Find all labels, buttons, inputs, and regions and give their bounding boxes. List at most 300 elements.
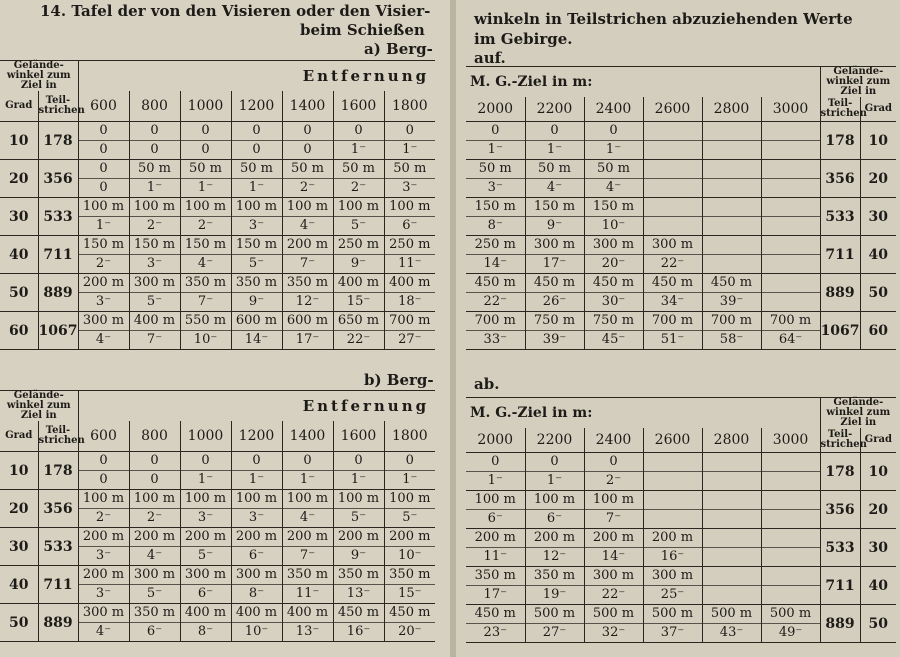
teilstrich-cell: 356 <box>38 160 78 198</box>
mil-value: 17⁻ <box>282 331 333 350</box>
height-value: 100 m <box>466 491 525 510</box>
mil-value <box>643 510 702 529</box>
height-value <box>643 122 702 141</box>
height-value <box>643 198 702 217</box>
height-value: 600 m <box>282 312 333 331</box>
distance-header: 2800 <box>702 428 761 453</box>
mil-value: 6⁻ <box>402 218 418 233</box>
mil-value: 4⁻ <box>78 331 129 350</box>
height-value: 700 m <box>643 312 702 331</box>
mil-value: 3⁻ <box>231 509 282 528</box>
height-value: 450 m <box>584 274 643 293</box>
teilstrich-cell: 533 <box>820 198 860 236</box>
grad-cell: 50 <box>0 274 38 312</box>
teilstrich-cell: 533 <box>38 198 78 236</box>
height-value: 650 m <box>333 312 384 331</box>
height-value: 350 m <box>525 567 584 586</box>
height-value <box>761 198 820 217</box>
mil-value: 2⁻ <box>129 217 180 236</box>
mil-value: 23⁻ <box>466 624 525 643</box>
mil-value: 10⁻ <box>398 548 422 563</box>
height-value: 0 <box>282 452 333 471</box>
mil-value: 15⁻ <box>333 293 384 312</box>
height-value: 0 <box>78 160 129 179</box>
teilstrich-cell: 1067 <box>820 312 860 350</box>
height-value: 200 m <box>584 529 643 548</box>
grad-cell: 60 <box>868 322 889 339</box>
grad-cell: 50 <box>868 284 889 301</box>
mil-value: 6⁻ <box>180 585 231 604</box>
height-value: 0 <box>405 123 414 138</box>
mil-value <box>702 217 761 236</box>
table-row <box>0 274 435 293</box>
mil-value: 4⁻ <box>129 547 180 566</box>
height-value: 700 m <box>389 313 431 328</box>
height-value: 0 <box>584 453 643 472</box>
distance-header: 2400 <box>584 97 643 122</box>
teilstrich-cell: 711 <box>38 566 78 604</box>
mil-value: 2⁻ <box>180 217 231 236</box>
distance-header: 1000 <box>180 421 231 452</box>
distance-header: 3000 <box>772 432 809 448</box>
height-value: 0 <box>180 452 231 471</box>
table-row <box>0 312 435 331</box>
mil-value: 13⁻ <box>333 585 384 604</box>
mil-value <box>761 217 820 236</box>
mil-value: 2⁻ <box>584 472 643 491</box>
range-table <box>0 60 435 350</box>
mil-value: 1⁻ <box>466 472 525 491</box>
height-value: 200 m <box>525 529 584 548</box>
height-value <box>761 160 820 179</box>
mil-value: 14⁻ <box>584 548 643 567</box>
mil-value: 11⁻ <box>466 548 525 567</box>
height-value: 550 m <box>180 312 231 331</box>
height-value: 400 m <box>333 274 384 293</box>
page-title-right-cont: im Gebirge. <box>474 30 573 48</box>
height-value: 250 m <box>466 236 525 255</box>
mil-value: 2⁻ <box>282 179 333 198</box>
mil-value: 27⁻ <box>398 332 422 347</box>
range-table <box>466 66 896 350</box>
grad-cell: 40 <box>868 577 889 594</box>
teilstrich-cell: 889 <box>820 605 860 643</box>
height-value: 450 m <box>702 274 761 293</box>
height-value <box>702 160 761 179</box>
mil-value <box>761 586 820 605</box>
height-value: 50 m <box>393 161 427 176</box>
distance-header: 1600 <box>333 91 384 122</box>
grad-cell: 30 <box>868 539 889 556</box>
height-value: 450 m <box>389 605 431 620</box>
height-value <box>761 567 820 586</box>
mil-value: 3⁻ <box>129 255 180 274</box>
mil-value: 4⁻ <box>180 255 231 274</box>
mil-value: 6⁻ <box>525 510 584 529</box>
mil-value: 22⁻ <box>584 586 643 605</box>
height-value: 100 m <box>525 491 584 510</box>
mil-value: 4⁻ <box>525 179 584 198</box>
height-value: 750 m <box>584 312 643 331</box>
mil-value: 0 <box>129 141 180 160</box>
teilstrich-cell: 889 <box>38 604 78 642</box>
height-value: 500 m <box>584 605 643 624</box>
height-value: 400 m <box>389 275 431 290</box>
height-value: 400 m <box>129 312 180 331</box>
height-value: 0 <box>129 452 180 471</box>
mil-value: 1⁻ <box>402 472 418 487</box>
header-entfernung: Entfernung <box>302 67 430 85</box>
mil-value: 7⁻ <box>282 547 333 566</box>
table-row <box>0 160 435 179</box>
grad-cell: 50 <box>868 615 889 632</box>
height-value: 100 m <box>78 198 129 217</box>
distance-header: 2800 <box>702 97 761 122</box>
table-row <box>466 236 896 255</box>
grad-cell: 40 <box>0 236 38 274</box>
mil-value: 45⁻ <box>584 331 643 350</box>
height-value: 200 m <box>78 528 129 547</box>
mil-value <box>643 472 702 491</box>
header-grad: Grad <box>0 421 38 452</box>
distance-header: 600 <box>78 421 129 452</box>
mil-value <box>702 255 761 274</box>
mil-value <box>702 548 761 567</box>
mil-value: 8⁻ <box>466 217 525 236</box>
mil-value: 17⁻ <box>466 586 525 605</box>
height-value: 300 m <box>643 567 702 586</box>
teilstrich-cell: 711 <box>820 567 860 605</box>
page-title-left: 14. Tafel der von den Visieren oder den Visier- <box>40 2 431 20</box>
height-value: 450 m <box>643 274 702 293</box>
height-value <box>643 160 702 179</box>
height-value: 400 m <box>282 604 333 623</box>
section-auf-label: auf. <box>474 49 506 67</box>
distance-header: 800 <box>129 91 180 122</box>
mil-value: 37⁻ <box>643 624 702 643</box>
mil-value: 2⁻ <box>333 179 384 198</box>
mil-value: 7⁻ <box>584 510 643 529</box>
mil-value: 16⁻ <box>643 548 702 567</box>
height-value: 450 m <box>466 274 525 293</box>
height-value <box>702 453 761 472</box>
distance-header: 2200 <box>525 428 584 453</box>
teilstrich-cell: 889 <box>820 274 860 312</box>
height-value: 750 m <box>525 312 584 331</box>
height-value: 300 m <box>584 567 643 586</box>
height-value: 150 m <box>466 198 525 217</box>
height-value: 300 m <box>129 274 180 293</box>
table-row <box>0 566 435 585</box>
table-row <box>466 274 896 293</box>
height-value: 50 m <box>466 160 525 179</box>
page-title-right: winkeln in Teilstrichen abzuziehenden Werte <box>474 10 853 28</box>
height-value <box>761 453 820 472</box>
height-value: 300 m <box>525 236 584 255</box>
mil-value <box>643 141 702 160</box>
height-value: 100 m <box>231 490 282 509</box>
height-value: 100 m <box>282 490 333 509</box>
mil-value <box>761 293 820 312</box>
height-value <box>702 529 761 548</box>
height-value <box>761 529 820 548</box>
mil-value: 3⁻ <box>78 293 129 312</box>
mil-value: 18⁻ <box>398 294 422 309</box>
mil-value <box>702 141 761 160</box>
table-row <box>466 122 896 141</box>
mil-value: 8⁻ <box>231 585 282 604</box>
height-value: 250 m <box>333 236 384 255</box>
mil-value: 2⁻ <box>78 255 129 274</box>
header-teilstrichen: Teil-strichen <box>820 97 860 122</box>
height-value: 150 m <box>231 236 282 255</box>
mil-value: 26⁻ <box>525 293 584 312</box>
mil-value: 14⁻ <box>231 331 282 350</box>
height-value: 200 m <box>466 529 525 548</box>
distance-header: 800 <box>129 421 180 452</box>
mil-value: 13⁻ <box>282 623 333 642</box>
teilstrich-cell: 356 <box>820 160 860 198</box>
teilstrich-cell: 889 <box>38 274 78 312</box>
mil-value: 4⁻ <box>282 217 333 236</box>
table-row <box>466 312 896 331</box>
mil-value <box>702 586 761 605</box>
mil-value: 1⁻ <box>402 142 418 157</box>
grad-cell: 40 <box>868 246 889 263</box>
height-value: 350 m <box>389 567 431 582</box>
teilstrich-cell: 711 <box>820 236 860 274</box>
mil-value: 4⁻ <box>78 623 129 642</box>
height-value: 100 m <box>282 198 333 217</box>
distance-header: 1400 <box>282 91 333 122</box>
height-value: 400 m <box>180 604 231 623</box>
height-value: 50 m <box>231 160 282 179</box>
height-value: 250 m <box>389 237 431 252</box>
mil-value: 49⁻ <box>778 625 803 640</box>
section-ab-label: ab. <box>474 375 500 393</box>
header-teilstrichen: Teil-strichen <box>820 428 860 453</box>
header-teilstrichen: Teil-strichen <box>38 421 78 452</box>
distance-header: 1200 <box>231 421 282 452</box>
height-value: 500 m <box>702 605 761 624</box>
teilstrich-cell: 533 <box>820 529 860 567</box>
mil-value <box>761 141 820 160</box>
height-value: 200 m <box>333 528 384 547</box>
mil-value: 4⁻ <box>282 509 333 528</box>
height-value: 150 m <box>129 236 180 255</box>
height-value: 350 m <box>129 604 180 623</box>
height-value: 300 m <box>78 604 129 623</box>
table-row <box>466 491 896 510</box>
header-mg-ziel: M. G.-Ziel in m: <box>470 74 593 90</box>
height-value: 100 m <box>389 491 431 506</box>
mil-value: 5⁻ <box>231 255 282 274</box>
header-grad: Grad <box>0 91 38 122</box>
table-row <box>466 453 896 472</box>
distance-header: 2000 <box>466 97 525 122</box>
height-value: 150 m <box>525 198 584 217</box>
height-value: 100 m <box>129 490 180 509</box>
height-value: 0 <box>584 122 643 141</box>
grad-cell: 10 <box>868 132 889 149</box>
mil-value: 22⁻ <box>466 293 525 312</box>
mil-value: 4⁻ <box>584 179 643 198</box>
right-page <box>456 0 900 657</box>
section-a-label: a) Berg- <box>364 40 433 58</box>
mil-value: 14⁻ <box>466 255 525 274</box>
height-value: 350 m <box>282 566 333 585</box>
mil-value: 6⁻ <box>231 547 282 566</box>
mil-value: 20⁻ <box>398 624 422 639</box>
height-value <box>761 491 820 510</box>
mil-value: 3⁻ <box>78 547 129 566</box>
height-value: 350 m <box>282 274 333 293</box>
height-value: 0 <box>466 453 525 472</box>
mil-value: 12⁻ <box>525 548 584 567</box>
mil-value: 10⁻ <box>231 623 282 642</box>
table-row <box>466 198 896 217</box>
mil-value: 1⁻ <box>525 141 584 160</box>
mil-value: 0 <box>78 141 129 160</box>
grad-cell: 20 <box>868 170 889 187</box>
height-value <box>761 122 820 141</box>
height-value: 100 m <box>231 198 282 217</box>
mil-value: 1⁻ <box>584 141 643 160</box>
grad-cell: 30 <box>0 198 38 236</box>
mil-value: 0 <box>231 141 282 160</box>
mil-value <box>702 179 761 198</box>
height-value: 150 m <box>584 198 643 217</box>
table-left-a <box>0 60 435 350</box>
table-row <box>466 605 896 624</box>
height-value: 0 <box>282 122 333 141</box>
mil-value <box>761 179 820 198</box>
distance-header: 2400 <box>584 428 643 453</box>
mil-value <box>761 548 820 567</box>
distance-header: 2600 <box>643 428 702 453</box>
page-title-left-cont: beim Schießen <box>300 21 425 39</box>
mil-value: 0 <box>78 179 129 198</box>
mil-value <box>761 472 820 491</box>
mil-value: 22⁻ <box>333 331 384 350</box>
mil-value: 3⁻ <box>466 179 525 198</box>
range-table <box>466 397 896 643</box>
mil-value: 5⁻ <box>333 509 384 528</box>
header-entfernung: Entfernung <box>302 397 430 415</box>
height-value: 700 m <box>702 312 761 331</box>
height-value <box>643 453 702 472</box>
height-value: 200 m <box>231 528 282 547</box>
height-value: 500 m <box>643 605 702 624</box>
height-value: 700 m <box>466 312 525 331</box>
distance-header: 2000 <box>466 428 525 453</box>
mil-value: 17⁻ <box>525 255 584 274</box>
header-gelaende: Gelände-winkel zum Ziel in <box>820 398 896 429</box>
height-value: 0 <box>180 122 231 141</box>
teilstrich-cell: 178 <box>820 122 860 160</box>
height-value <box>702 567 761 586</box>
grad-cell: 10 <box>0 452 38 490</box>
mil-value <box>643 179 702 198</box>
height-value: 350 m <box>231 274 282 293</box>
height-value: 0 <box>78 452 129 471</box>
height-value: 50 m <box>584 160 643 179</box>
mil-value: 11⁻ <box>398 256 422 271</box>
mil-value: 1⁻ <box>333 141 384 160</box>
teilstrich-cell: 711 <box>38 236 78 274</box>
mil-value <box>702 472 761 491</box>
height-value: 200 m <box>389 529 431 544</box>
grad-cell: 20 <box>868 501 889 518</box>
mil-value: 27⁻ <box>525 624 584 643</box>
height-value: 50 m <box>525 160 584 179</box>
height-value: 200 m <box>129 528 180 547</box>
mil-value: 3⁻ <box>402 180 418 195</box>
height-value: 300 m <box>231 566 282 585</box>
mil-value: 15⁻ <box>398 586 422 601</box>
mil-value: 11⁻ <box>282 585 333 604</box>
mil-value: 3⁻ <box>78 585 129 604</box>
mil-value: 30⁻ <box>584 293 643 312</box>
height-value: 0 <box>333 122 384 141</box>
grad-cell: 40 <box>0 566 38 604</box>
height-value: 200 m <box>78 274 129 293</box>
height-value: 200 m <box>78 566 129 585</box>
mil-value: 9⁻ <box>333 547 384 566</box>
mil-value: 9⁻ <box>231 293 282 312</box>
height-value <box>643 491 702 510</box>
height-value: 150 m <box>180 236 231 255</box>
height-value: 200 m <box>282 236 333 255</box>
height-value: 50 m <box>129 160 180 179</box>
distance-header: 1400 <box>282 421 333 452</box>
mil-value <box>643 217 702 236</box>
mil-value: 3⁻ <box>180 509 231 528</box>
mil-value <box>761 510 820 529</box>
height-value: 0 <box>333 452 384 471</box>
mil-value: 1⁻ <box>129 179 180 198</box>
mil-value: 22⁻ <box>643 255 702 274</box>
height-value: 700 m <box>769 313 812 328</box>
grad-cell: 30 <box>0 528 38 566</box>
height-value: 400 m <box>231 604 282 623</box>
mil-value: 43⁻ <box>702 624 761 643</box>
mil-value: 2⁻ <box>78 509 129 528</box>
height-value: 350 m <box>180 274 231 293</box>
teilstrich-cell: 178 <box>38 122 78 160</box>
height-value: 100 m <box>78 490 129 509</box>
teilstrich-cell: 1067 <box>38 312 78 350</box>
mil-value: 5⁻ <box>402 510 418 525</box>
header-mg-ziel: M. G.-Ziel in m: <box>470 405 593 421</box>
table-left-b <box>0 390 435 642</box>
mil-value: 1⁻ <box>282 471 333 490</box>
mil-value: 2⁻ <box>129 509 180 528</box>
mil-value: 1⁻ <box>525 472 584 491</box>
height-value: 50 m <box>333 160 384 179</box>
table-row <box>0 122 435 141</box>
mil-value: 34⁻ <box>643 293 702 312</box>
mil-value: 19⁻ <box>525 586 584 605</box>
mil-value: 25⁻ <box>643 586 702 605</box>
mil-value: 64⁻ <box>778 332 803 347</box>
height-value: 300 m <box>180 566 231 585</box>
table-row <box>466 567 896 586</box>
table-row <box>466 529 896 548</box>
grad-cell: 50 <box>0 604 38 642</box>
mil-value: 1⁻ <box>78 217 129 236</box>
teilstrich-cell: 356 <box>820 491 860 529</box>
